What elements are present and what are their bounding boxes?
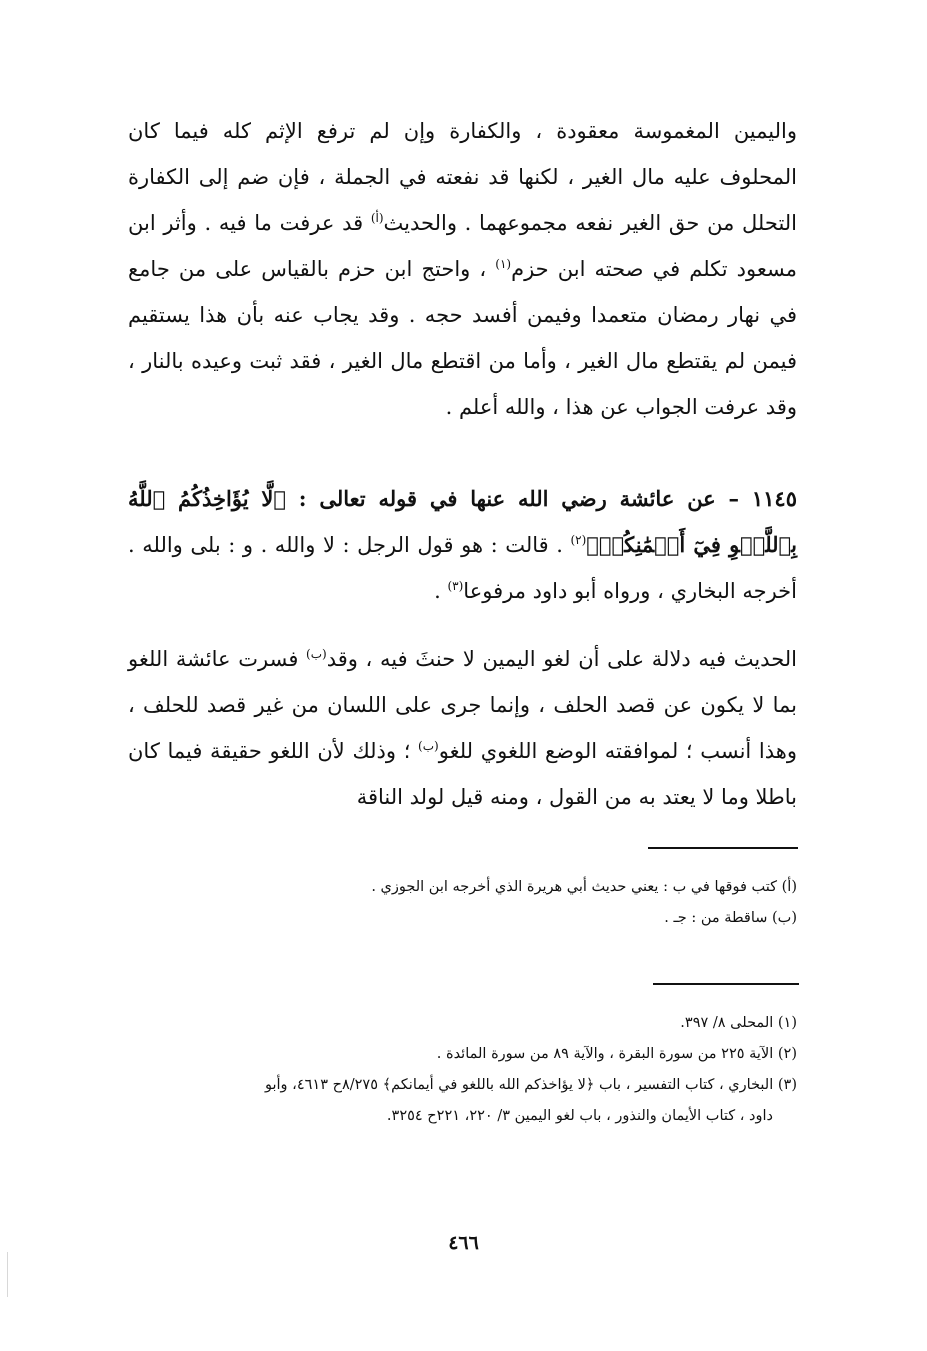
paragraph-text: فسرت عائشة اللغو بما لا يكون عن قصد الحلف ، وإنما جرى على اللسان من غير قصد للحلف ، وهذا أنسب ؛ لموافقته الوضع اللغوي للغو [128, 647, 797, 763]
footnote-item: (١) المحلى ٨/ ٣٩٧. [680, 1015, 797, 1031]
numbered-footnotes [130, 1008, 797, 1132]
footnote-divider [653, 983, 799, 985]
hadith-heading: ١١٤٥ – عن عائشة رضي الله عنها في قوله تعالى : [298, 486, 797, 511]
footnote-item-continuation: داود ، كتاب الأيمان والنذور ، باب لغو اليمين ٣/ ٢٢٠، ٢٢١ح ٣٢٥٤. [386, 1108, 773, 1124]
paragraph-text: واليمين المغموسة معقودة ، والكفارة وإن لم ترفع الإثم كله فيما كان المحلوف عليه مال الغير ، لكنها قد نفعته في الجملة ، فإن ضم إلى الكفارة التحلل من حق الغير نفعه مجموعهما . والحديث [128, 119, 798, 235]
footnote-ref-b: (ب) [306, 647, 327, 661]
paragraph-text: ، واحتج ابن حزم بالقياس على من جامع في نهار رمضان متعمدا وفيمن أفسد حجه . وقد يجاب عنه بأن هذا يستقيم فيمن لم يقتطع مال الغير ، وأما من اقتطع مال الغير ، فقد ثبت وعيده بالنار ، وقد عرفت الجواب عن هذا ، والله أعلم . [128, 257, 797, 419]
letter-footnotes [130, 872, 797, 934]
hadith-paragraph [128, 476, 797, 614]
explanation-paragraph [128, 636, 797, 820]
hadith-text-end: . [434, 579, 448, 603]
hadith-text: . قالت : هو قول الرجل : لا والله . و : بلى والله . أخرجه البخاري ، ورواه أبو داود مرفوعا [128, 533, 797, 603]
footnote-ref-a: (أ) [370, 211, 384, 225]
paragraph-text: قد عرفت ما فيه . وأثر ابن مسعود تكلم في صحته ابن حزم [128, 211, 797, 281]
quran-verse: ﴿لَّا يُؤَاخِذُكُمُ ٱللَّهُ بِٱللَّغۡوِ فِيٓ أَيۡمَٰنِكُمۡ﴾ [128, 486, 797, 557]
footnote-ref-2: (٢) [570, 533, 587, 547]
footnote-item: (٣) البخاري ، كتاب التفسير ، باب ﴿لا يؤاخذكم الله باللغو في أيمانكم﴾ ٨/٢٧٥ح ٤٦١٣، وأبو [264, 1077, 797, 1093]
page-number: ٤٦٦ [448, 1232, 479, 1254]
footnote-item: (٢) الآية ٢٢٥ من سورة البقرة ، والآية ٨٩ من سورة المائدة . [436, 1046, 797, 1062]
footnote-ref-1: (١) [495, 257, 512, 271]
scan-edge-mark [7, 1252, 8, 1297]
footnote-item: (ب) ساقطة من : جـ . [664, 910, 797, 926]
footnote-item: (أ) كتب فوقها في ب : يعني حديث أبي هريرة الذي أخرجه ابن الجوزي . [371, 879, 797, 895]
footnote-ref-3: (٣) [447, 579, 464, 593]
paragraph-text: الحديث فيه دلالة على أن لغو اليمين لا حنثَ فيه ، وقد [326, 647, 797, 671]
paragraph-text: ؛ وذلك لأن اللغو حقيقة فيما كان باطلا وما لا يعتد به من القول ، ومنه قيل لولد الناقة [128, 739, 797, 809]
footnote-ref-b: (ب) [418, 739, 439, 753]
footnote-divider [648, 847, 798, 849]
commentary-paragraph [128, 108, 797, 430]
